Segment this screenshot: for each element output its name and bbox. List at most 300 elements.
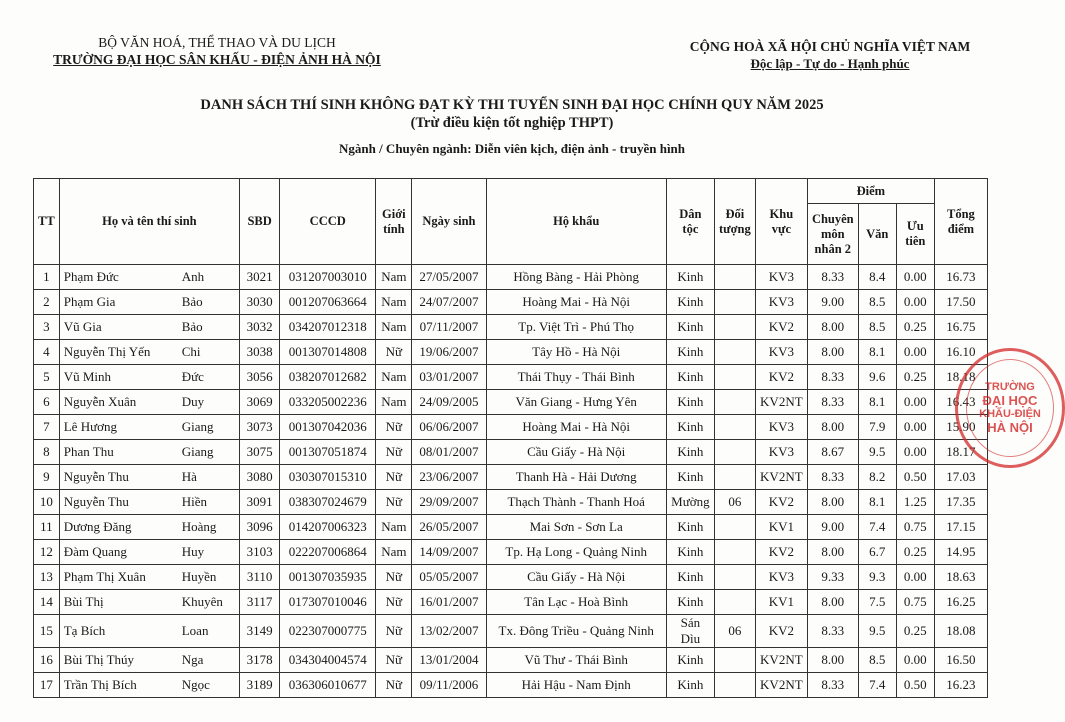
- cell-address: Hải Hậu - Nam Định: [486, 673, 666, 698]
- cell-dob: 26/05/2007: [412, 515, 486, 540]
- cell-sbd: 3103: [240, 540, 280, 565]
- cell-priority: [714, 290, 755, 315]
- cell-cccd: 001307042036: [280, 415, 376, 440]
- cell-address: Tp. Việt Trì - Phú Thọ: [486, 315, 666, 340]
- col-total: Tổng điểm: [934, 179, 987, 265]
- table-row: [34, 540, 988, 565]
- cell-name: [59, 315, 239, 340]
- cell-region: KV2NT: [755, 648, 807, 673]
- cell-major: 9.00: [807, 290, 858, 315]
- cell-name-given: Hà: [181, 469, 197, 484]
- cell-gender: Nữ: [376, 648, 412, 673]
- cell-address: Văn Giang - Hưng Yên: [486, 390, 666, 415]
- cell-ethnic: Kinh: [666, 315, 714, 340]
- table-row: [34, 265, 988, 290]
- cell-gender: Nam: [376, 540, 412, 565]
- table-row: [34, 465, 988, 490]
- cell-gender: Nữ: [376, 673, 412, 698]
- cell-tt: 3: [34, 315, 60, 340]
- cell-name: [59, 648, 239, 673]
- cell-name: [59, 540, 239, 565]
- cell-cccd: 001307014808: [280, 340, 376, 365]
- cell-major: 8.00: [807, 540, 858, 565]
- table-row: [34, 340, 988, 365]
- cell-major: 9.33: [807, 565, 858, 590]
- cell-priority: [714, 415, 755, 440]
- cell-dob: 09/11/2006: [412, 673, 486, 698]
- cell-ethnic: Kinh: [666, 565, 714, 590]
- cell-bonus: 0.25: [896, 615, 934, 648]
- seal-text-4: HÀ NỘI: [987, 420, 1033, 435]
- cell-name-given: Duy: [181, 394, 205, 409]
- cell-lit: 8.5: [858, 648, 896, 673]
- cell-lit: 8.5: [858, 315, 896, 340]
- table-row: [34, 440, 988, 465]
- cell-gender: Nữ: [376, 340, 412, 365]
- cell-dob: 06/06/2007: [412, 415, 486, 440]
- cell-lit: 9.5: [858, 440, 896, 465]
- cell-name-first: Bùi Thị: [63, 594, 104, 609]
- cell-cccd: 017307010046: [280, 590, 376, 615]
- cell-lit: 6.7: [858, 540, 896, 565]
- table-row: [34, 290, 988, 315]
- cell-total: 16.10: [934, 340, 987, 365]
- cell-priority: [714, 673, 755, 698]
- cell-name: [59, 340, 239, 365]
- cell-dob: 13/02/2007: [412, 615, 486, 648]
- cell-priority: [714, 365, 755, 390]
- cell-major: 8.67: [807, 440, 858, 465]
- cell-name-first: Nguyễn Thu: [63, 494, 129, 509]
- cell-sbd: 3091: [240, 490, 280, 515]
- cell-name-given: Khuyên: [181, 594, 223, 609]
- cell-region: KV2NT: [755, 673, 807, 698]
- cell-cccd: 038307024679: [280, 490, 376, 515]
- cell-priority: [714, 390, 755, 415]
- cell-major: 8.33: [807, 365, 858, 390]
- cell-dob: 14/09/2007: [412, 540, 486, 565]
- cell-region: KV3: [755, 415, 807, 440]
- cell-name-given: Bảo: [181, 319, 203, 334]
- cell-name-first: Nguyễn Thị Yến: [63, 344, 151, 359]
- cell-gender: Nam: [376, 290, 412, 315]
- cell-priority: [714, 340, 755, 365]
- cell-sbd: 3096: [240, 515, 280, 540]
- col-address: Hộ khẩu: [486, 179, 666, 265]
- cell-ethnic: Kinh: [666, 465, 714, 490]
- cell-name: [59, 440, 239, 465]
- cell-lit: 8.1: [858, 390, 896, 415]
- cell-major: 9.00: [807, 515, 858, 540]
- cell-ethnic: Kinh: [666, 390, 714, 415]
- cell-ethnic: Mường: [666, 490, 714, 515]
- cell-cccd: 034304004574: [280, 648, 376, 673]
- cell-dob: 13/01/2004: [412, 648, 486, 673]
- cell-name-first: Lê Hương: [63, 419, 118, 434]
- cell-name: [59, 290, 239, 315]
- cell-tt: 2: [34, 290, 60, 315]
- cell-region: KV2: [755, 540, 807, 565]
- cell-name-first: Phạm Đức: [63, 269, 119, 284]
- cell-lit: 7.4: [858, 673, 896, 698]
- cell-name-given: Giang: [181, 419, 214, 434]
- cell-cccd: 038207012682: [280, 365, 376, 390]
- cell-priority: [714, 315, 755, 340]
- cell-bonus: 0.00: [896, 440, 934, 465]
- cell-gender: Nữ: [376, 615, 412, 648]
- cell-tt: 16: [34, 648, 60, 673]
- cell-total: 18.63: [934, 565, 987, 590]
- cell-address: Tp. Hạ Long - Quảng Ninh: [486, 540, 666, 565]
- cell-name: [59, 415, 239, 440]
- cell-ethnic: Kinh: [666, 415, 714, 440]
- cell-name-first: Bùi Thị Thúy: [63, 652, 135, 667]
- cell-region: KV2: [755, 490, 807, 515]
- official-seal: [955, 348, 1065, 468]
- cell-dob: 24/09/2005: [412, 390, 486, 415]
- cell-total: 16.25: [934, 590, 987, 615]
- cell-bonus: 0.00: [896, 290, 934, 315]
- cell-total: 17.50: [934, 290, 987, 315]
- cell-name-given: Huyền: [181, 569, 217, 584]
- cell-cccd: 022207006864: [280, 540, 376, 565]
- cell-name-first: Phan Thu: [63, 444, 114, 459]
- table-body: [34, 265, 988, 698]
- cell-priority: [714, 515, 755, 540]
- col-gender: Giới tính: [376, 179, 412, 265]
- col-ethnic: Dân tộc: [666, 179, 714, 265]
- cell-cccd: 031207003010: [280, 265, 376, 290]
- cell-cccd: 001307035935: [280, 565, 376, 590]
- cell-name: [59, 615, 239, 648]
- cell-ethnic: Kinh: [666, 340, 714, 365]
- cell-name-given: Đức: [181, 369, 204, 384]
- col-dob: Ngày sinh: [412, 179, 486, 265]
- cell-major: 8.00: [807, 648, 858, 673]
- table-row: [34, 315, 988, 340]
- cell-region: KV2: [755, 615, 807, 648]
- cell-dob: 03/01/2007: [412, 365, 486, 390]
- cell-region: KV3: [755, 565, 807, 590]
- cell-major: 8.00: [807, 340, 858, 365]
- table-row: [34, 515, 988, 540]
- cell-priority: [714, 648, 755, 673]
- cell-total: 16.50: [934, 648, 987, 673]
- cell-name-first: Nguyễn Xuân: [63, 394, 137, 409]
- cell-major: 8.00: [807, 590, 858, 615]
- table-row: [34, 648, 988, 673]
- cell-gender: Nữ: [376, 565, 412, 590]
- cell-priority: 06: [714, 615, 755, 648]
- cell-name-given: Chi: [181, 344, 201, 359]
- cell-region: KV3: [755, 440, 807, 465]
- cell-name-given: Bảo: [181, 294, 203, 309]
- cell-cccd: 001207063664: [280, 290, 376, 315]
- cell-bonus: 0.00: [896, 340, 934, 365]
- cell-sbd: 3030: [240, 290, 280, 315]
- cell-name-first: Nguyễn Thu: [63, 469, 129, 484]
- cell-total: 16.75: [934, 315, 987, 340]
- cell-ethnic: Kinh: [666, 590, 714, 615]
- national-motto-block: [660, 38, 1000, 72]
- cell-name: [59, 590, 239, 615]
- table-row: [34, 390, 988, 415]
- cell-dob: 23/06/2007: [412, 465, 486, 490]
- cell-cccd: 030307015310: [280, 465, 376, 490]
- table-row: [34, 615, 988, 648]
- cell-address: Vũ Thư - Thái Bình: [486, 648, 666, 673]
- cell-tt: 12: [34, 540, 60, 565]
- cell-name: [59, 565, 239, 590]
- cell-tt: 4: [34, 340, 60, 365]
- cell-sbd: 3080: [240, 465, 280, 490]
- col-priority: Đối tượng: [714, 179, 755, 265]
- cell-tt: 13: [34, 565, 60, 590]
- cell-major: 8.33: [807, 673, 858, 698]
- ministry-name: BỘ VĂN HOÁ, THỂ THAO VÀ DU LỊCH: [98, 35, 336, 50]
- cell-dob: 08/01/2007: [412, 440, 486, 465]
- cell-total: 18.18: [934, 365, 987, 390]
- cell-bonus: 0.25: [896, 315, 934, 340]
- cell-gender: Nam: [376, 515, 412, 540]
- cell-dob: 07/11/2007: [412, 315, 486, 340]
- cell-tt: 14: [34, 590, 60, 615]
- cell-name-given: Hiền: [181, 494, 208, 509]
- cell-gender: Nữ: [376, 440, 412, 465]
- cell-name-given: Giang: [181, 444, 214, 459]
- cell-name-first: Phạm Gia: [63, 294, 116, 309]
- cell-name-given: Hoàng: [181, 519, 217, 534]
- cell-ethnic: Kinh: [666, 515, 714, 540]
- cell-gender: Nữ: [376, 415, 412, 440]
- cell-ethnic: Kinh: [666, 265, 714, 290]
- cell-name-given: Ngọc: [181, 677, 210, 692]
- cell-lit: 8.1: [858, 340, 896, 365]
- table-row: [34, 365, 988, 390]
- cell-priority: [714, 565, 755, 590]
- cell-lit: 8.2: [858, 465, 896, 490]
- cell-sbd: 3038: [240, 340, 280, 365]
- cell-bonus: 0.00: [896, 265, 934, 290]
- cell-tt: 11: [34, 515, 60, 540]
- cell-name-first: Trần Thị Bích: [63, 677, 137, 692]
- cell-total: 16.73: [934, 265, 987, 290]
- cell-lit: 9.3: [858, 565, 896, 590]
- cell-region: KV2: [755, 365, 807, 390]
- cell-region: KV1: [755, 515, 807, 540]
- major-line: Ngành / Chuyên ngành: Diễn viên kịch, điện ảnh - truyền hình: [338, 141, 686, 156]
- document-title: DANH SÁCH THÍ SINH KHÔNG ĐẠT KỲ THI TUYỂN SINH ĐẠI HỌC CHÍNH QUY NĂM 2025: [200, 97, 824, 113]
- cell-total: 18.17: [934, 440, 987, 465]
- cell-region: KV3: [755, 265, 807, 290]
- cell-address: Tx. Đông Triều - Quảng Ninh: [486, 615, 666, 648]
- cell-priority: [714, 440, 755, 465]
- cell-region: KV2NT: [755, 390, 807, 415]
- cell-bonus: 0.25: [896, 540, 934, 565]
- cell-cccd: 036306010677: [280, 673, 376, 698]
- document-subtitle: (Trừ điều kiện tốt nghiệp THPT): [410, 115, 614, 131]
- cell-ethnic: Kinh: [666, 673, 714, 698]
- cell-tt: 8: [34, 440, 60, 465]
- cell-name-first: Dương Đăng: [63, 519, 132, 534]
- cell-tt: 7: [34, 415, 60, 440]
- cell-dob: 19/06/2007: [412, 340, 486, 365]
- col-region: Khu vực: [755, 179, 807, 265]
- cell-bonus: 0.75: [896, 515, 934, 540]
- cell-name: [59, 673, 239, 698]
- table-row: [34, 490, 988, 515]
- cell-major: 8.33: [807, 390, 858, 415]
- cell-priority: [714, 590, 755, 615]
- cell-sbd: 3075: [240, 440, 280, 465]
- cell-tt: 5: [34, 365, 60, 390]
- cell-major: 8.00: [807, 415, 858, 440]
- cell-total: 17.35: [934, 490, 987, 515]
- cell-priority: [714, 540, 755, 565]
- cell-name-given: Nga: [181, 652, 204, 667]
- col-bonus: Ưu tiên: [896, 204, 934, 265]
- cell-bonus: 1.25: [896, 490, 934, 515]
- col-score-group: Điểm: [807, 179, 934, 204]
- cell-address: Hoàng Mai - Hà Nội: [486, 290, 666, 315]
- cell-bonus: 0.00: [896, 415, 934, 440]
- cell-bonus: 0.50: [896, 465, 934, 490]
- cell-name-given: Anh: [181, 269, 205, 284]
- cell-bonus: 0.50: [896, 673, 934, 698]
- cell-address: Mai Sơn - Sơn La: [486, 515, 666, 540]
- cell-gender: Nữ: [376, 490, 412, 515]
- col-cccd: CCCD: [280, 179, 376, 265]
- cell-tt: 15: [34, 615, 60, 648]
- cell-ethnic: Kinh: [666, 648, 714, 673]
- cell-gender: Nam: [376, 365, 412, 390]
- cell-bonus: 0.00: [896, 648, 934, 673]
- cell-total: 16.23: [934, 673, 987, 698]
- cell-address: Cầu Giấy - Hà Nội: [486, 440, 666, 465]
- cell-name-first: Tạ Bích: [63, 623, 106, 638]
- cell-dob: 29/09/2007: [412, 490, 486, 515]
- cell-ethnic: Kinh: [666, 290, 714, 315]
- cell-major: 8.33: [807, 615, 858, 648]
- cell-lit: 7.9: [858, 415, 896, 440]
- cell-name-first: Vũ Gia: [63, 319, 102, 334]
- col-name: Họ và tên thí sinh: [59, 179, 239, 265]
- cell-dob: 05/05/2007: [412, 565, 486, 590]
- cell-gender: Nam: [376, 265, 412, 290]
- cell-cccd: 014207006323: [280, 515, 376, 540]
- cell-priority: [714, 265, 755, 290]
- cell-total: 14.95: [934, 540, 987, 565]
- cell-name-first: Đàm Quang: [63, 544, 127, 559]
- seal-text-2: ĐẠI HỌC: [982, 393, 1038, 408]
- cell-name: [59, 515, 239, 540]
- cell-priority: 06: [714, 490, 755, 515]
- candidates-table: [33, 178, 988, 698]
- cell-cccd: 022307000775: [280, 615, 376, 648]
- university-name: TRƯỜNG ĐẠI HỌC SÂN KHẤU - ĐIỆN ẢNH HÀ NỘI: [53, 52, 381, 67]
- cell-lit: 7.4: [858, 515, 896, 540]
- cell-name: [59, 365, 239, 390]
- cell-ethnic: Kinh: [666, 540, 714, 565]
- col-major: Chuyên môn nhân 2: [807, 204, 858, 265]
- cell-tt: 9: [34, 465, 60, 490]
- cell-gender: Nữ: [376, 465, 412, 490]
- seal-text-3: KHẤU-ĐIỆN: [979, 408, 1041, 420]
- cell-bonus: 0.75: [896, 590, 934, 615]
- cell-lit: 8.5: [858, 290, 896, 315]
- cell-total: 17.03: [934, 465, 987, 490]
- cell-total: 16.43: [934, 390, 987, 415]
- cell-sbd: 3178: [240, 648, 280, 673]
- cell-address: Hồng Bàng - Hải Phòng: [486, 265, 666, 290]
- table-row: [34, 673, 988, 698]
- cell-ethnic: Sán Dìu: [666, 615, 714, 648]
- cell-sbd: 3069: [240, 390, 280, 415]
- cell-sbd: 3149: [240, 615, 280, 648]
- cell-major: 8.00: [807, 315, 858, 340]
- cell-ethnic: Kinh: [666, 440, 714, 465]
- cell-name-given: Loan: [181, 623, 209, 638]
- cell-region: KV2: [755, 315, 807, 340]
- cell-address: Cầu Giấy - Hà Nội: [486, 565, 666, 590]
- cell-sbd: 3117: [240, 590, 280, 615]
- cell-address: Thạch Thành - Thanh Hoá: [486, 490, 666, 515]
- cell-lit: 9.6: [858, 365, 896, 390]
- cell-gender: Nữ: [376, 590, 412, 615]
- issuer-block: [52, 34, 382, 68]
- cell-sbd: 3110: [240, 565, 280, 590]
- cell-total: 18.08: [934, 615, 987, 648]
- cell-cccd: 033205002236: [280, 390, 376, 415]
- cell-gender: Nam: [376, 390, 412, 415]
- cell-gender: Nam: [376, 315, 412, 340]
- cell-address: Hoàng Mai - Hà Nội: [486, 415, 666, 440]
- cell-address: Tân Lạc - Hoà Bình: [486, 590, 666, 615]
- cell-name-first: Phạm Thị Xuân: [63, 569, 146, 584]
- table-row: [34, 590, 988, 615]
- cell-address: Thanh Hà - Hải Dương: [486, 465, 666, 490]
- cell-cccd: 001307051874: [280, 440, 376, 465]
- col-lit: Văn: [858, 204, 896, 265]
- cell-sbd: 3021: [240, 265, 280, 290]
- cell-sbd: 3189: [240, 673, 280, 698]
- col-sbd: SBD: [240, 179, 280, 265]
- cell-major: 8.33: [807, 465, 858, 490]
- cell-address: Thái Thụy - Thái Bình: [486, 365, 666, 390]
- cell-name-first: Vũ Minh: [63, 369, 112, 384]
- cell-bonus: 0.00: [896, 390, 934, 415]
- cell-sbd: 3032: [240, 315, 280, 340]
- cell-bonus: 0.25: [896, 365, 934, 390]
- cell-dob: 24/07/2007: [412, 290, 486, 315]
- table-row: [34, 415, 988, 440]
- seal-text-1: TRƯỜNG: [985, 381, 1035, 393]
- cell-region: KV3: [755, 290, 807, 315]
- cell-tt: 1: [34, 265, 60, 290]
- cell-name-given: Huy: [181, 544, 205, 559]
- cell-lit: 8.1: [858, 490, 896, 515]
- cell-name: [59, 265, 239, 290]
- cell-name: [59, 390, 239, 415]
- cell-major: 8.33: [807, 265, 858, 290]
- motto: Độc lập - Tự do - Hạnh phúc: [750, 56, 910, 71]
- cell-bonus: 0.00: [896, 565, 934, 590]
- country-name: CỘNG HOÀ XÃ HỘI CHỦ NGHĨA VIỆT NAM: [689, 39, 971, 54]
- cell-region: KV2NT: [755, 465, 807, 490]
- cell-tt: 10: [34, 490, 60, 515]
- cell-lit: 7.5: [858, 590, 896, 615]
- cell-tt: 17: [34, 673, 60, 698]
